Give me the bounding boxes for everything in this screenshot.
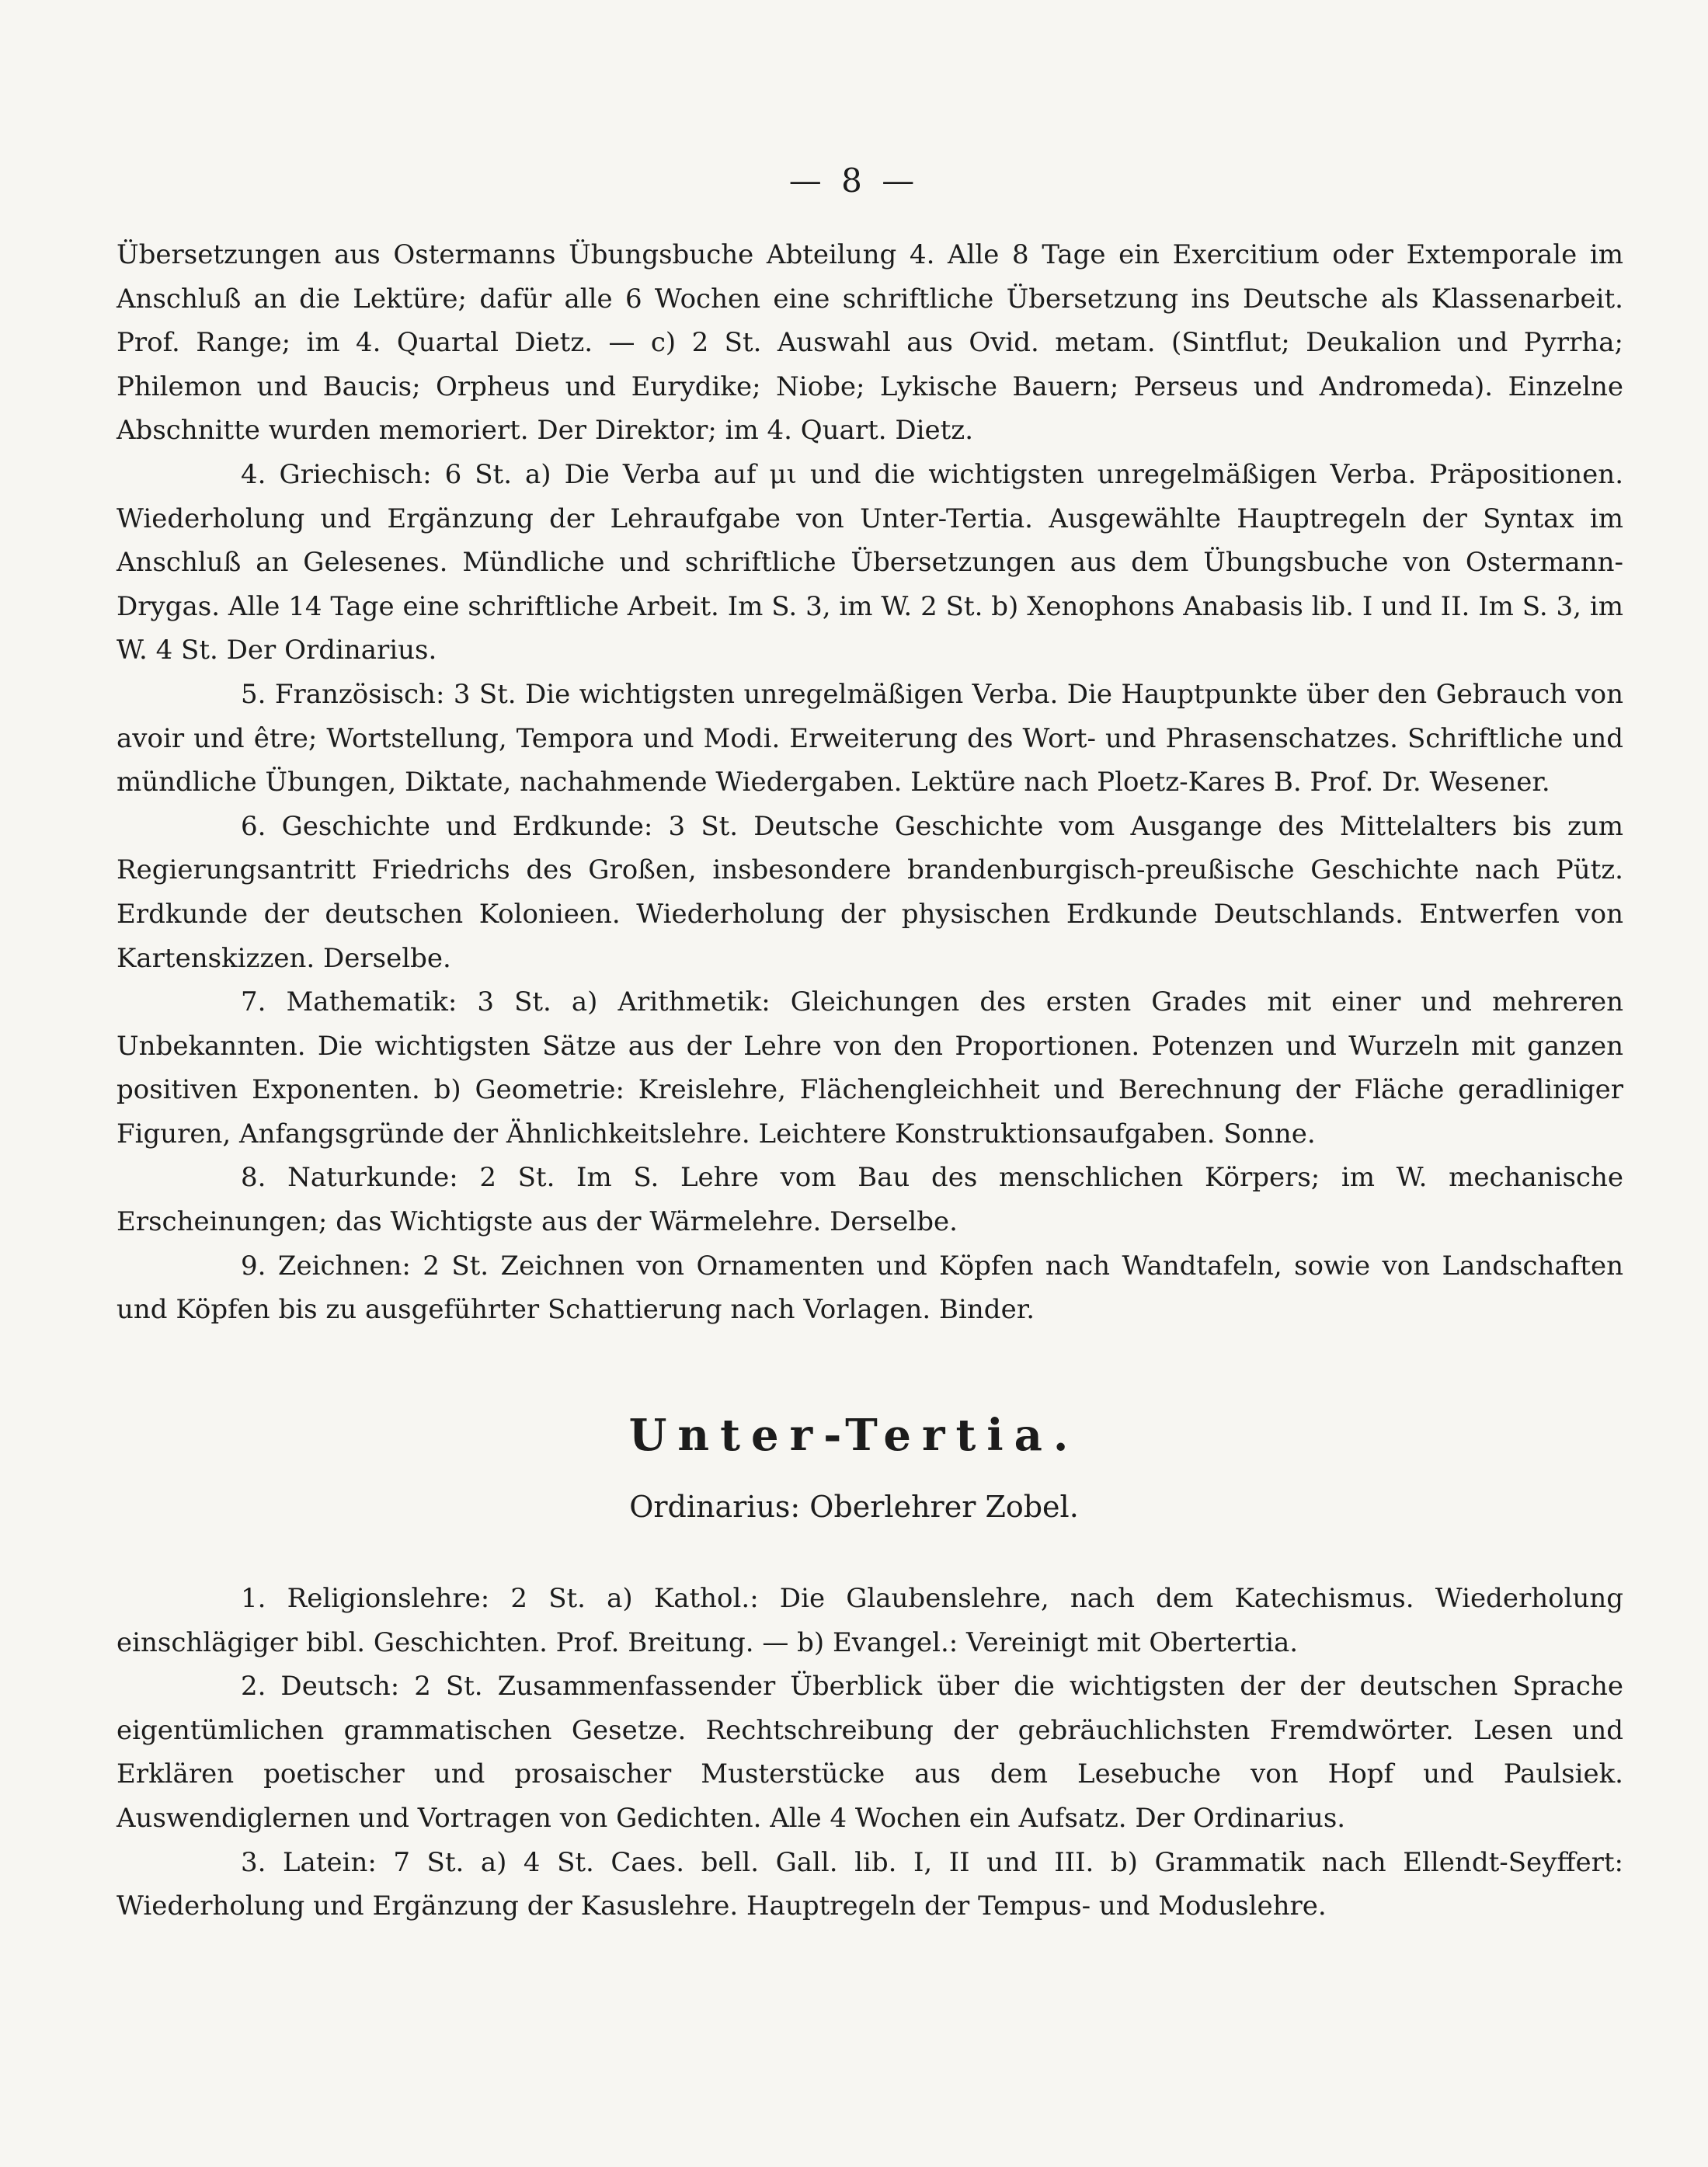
upper-text-block — [117, 233, 1623, 1332]
page-number: — 8 — — [788, 162, 920, 200]
paragraph-franzoesisch: 5. Französisch: 3 St. Die wichtigsten unregelmäßigen Verba. Die Hauptpunkte über den Gebrauch von avoir und être; Wortstellung, Tempora und Modi. Erweiterung des Wort- und Phrasenschatzes. Schriftliche und mündliche Übungen, Diktate, nachahmende Wiedergaben. Lektüre nach Ploetz-Kares B. Prof. Dr. Wesener. — [117, 678, 1623, 798]
paragraph-griechisch: 4. Griechisch: 6 St. a) Die Verba auf μι und die wichtigsten unregelmäßigen Verba. Präpositionen. Wiederholung und Ergänzung der Lehraufgabe von Unter-Tertia. Ausgewählte Hauptregeln der Syntax im Anschluß an Gelesenes. Mündliche und schriftliche Übersetzungen aus dem Übungsbuche von Ostermann-Drygas. Alle 14 Tage eine schriftliche Arbeit. Im S. 3, im W. 2 St. b) Xenophons Anabasis lib. I und II. Im S. 3, im W. 4 St. Der Ordinarius. — [117, 458, 1623, 666]
paragraph-zeichnen: 9. Zeichnen: 2 St. Zeichnen von Ornamenten und Köpfen nach Wandtafeln, sowie von Landschaften und Köpfen bis zu ausgeführter Schattierung nach Vorlagen. Binder. — [117, 1250, 1623, 1326]
section-title: Unter-Tertia. — [628, 1410, 1080, 1461]
section-subtitle: Ordinarius: Oberlehrer Zobel. — [629, 1490, 1079, 1524]
paragraph-continuation: Übersetzungen aus Ostermanns Übungsbuche Abteilung 4. Alle 8 Tage ein Exercitium oder Extemporale im Anschluß an die Lektüre; dafür alle 6 Wochen eine schriftliche Übersetzung ins Deutsche als Klassenarbeit. Prof. Range; im 4. Quartal Dietz. — c) 2 St. Auswahl aus Ovid. metam. (Sintflut; Deukalion und Pyrrha; Philemon und Baucis; Orpheus und Eurydike; Niobe; Lykische Bauern; Perseus und Andromeda). Einzelne Abschnitte wurden memoriert. Der Direktor; im 4. Quart. Dietz. — [117, 239, 1623, 447]
lower-text-block — [117, 1577, 1623, 1929]
paragraph-religionslehre: 1. Religionslehre: 2 St. a) Kathol.: Die Glaubenslehre, nach dem Katechismus. Wiederholung einschlägiger bibl. Geschichten. Prof. Breitung. — b) Evangel.: Vereinigt mit Obertertia. — [117, 1583, 1623, 1658]
paragraph-mathematik: 7. Mathematik: 3 St. a) Arithmetik: Gleichungen des ersten Grades mit einer und mehreren Unbekannten. Die wichtigsten Sätze aus der Lehre von den Proportionen. Potenzen und Wurzeln mit ganzen positiven Exponenten. b) Geometrie: Kreislehre, Flächengleichheit und Berechnung der Fläche geradliniger Figuren, Anfangsgründe der Ähnlichkeitslehre. Leichtere Konstruktionsaufgaben. Sonne. — [117, 986, 1623, 1150]
paragraph-latein: 3. Latein: 7 St. a) 4 St. Caes. bell. Gall. lib. I, II und III. b) Grammatik nach Ellendt-Seyffert: Wiederholung und Ergänzung der Kasuslehre. Hauptregeln der Tempus- und Moduslehre. — [117, 1846, 1623, 1922]
paragraph-geschichte: 6. Geschichte und Erdkunde: 3 St. Deutsche Geschichte vom Ausgange des Mittelalters bis zum Regierungsantritt Friedrichs des Großen, insbesondere brandenburgisch-preußische Geschichte nach Pütz. Erdkunde der deutschen Kolonieen. Wiederholung der physischen Erdkunde Deutschlands. Entwerfen von Kartenskizzen. Derselbe. — [117, 810, 1623, 974]
paragraph-naturkunde: 8. Naturkunde: 2 St. Im S. Lehre vom Bau des menschlichen Körpers; im W. mechanische Erscheinungen; das Wichtigste aus der Wärmelehre. Derselbe. — [117, 1162, 1623, 1238]
paragraph-deutsch: 2. Deutsch: 2 St. Zusammenfassender Überblick über die wichtigsten der der deutschen Sprache eigentümlichen grammatischen Gesetze. Rechtschreibung der gebräuchlichsten Fremdwörter. Lesen und Erklären poetischer und prosaischer Musterstücke aus dem Lesebuche von Hopf und Paulsiek. Auswendiglernen und Vortragen von Gedichten. Alle 4 Wochen ein Aufsatz. Der Ordinarius. — [117, 1671, 1623, 1834]
